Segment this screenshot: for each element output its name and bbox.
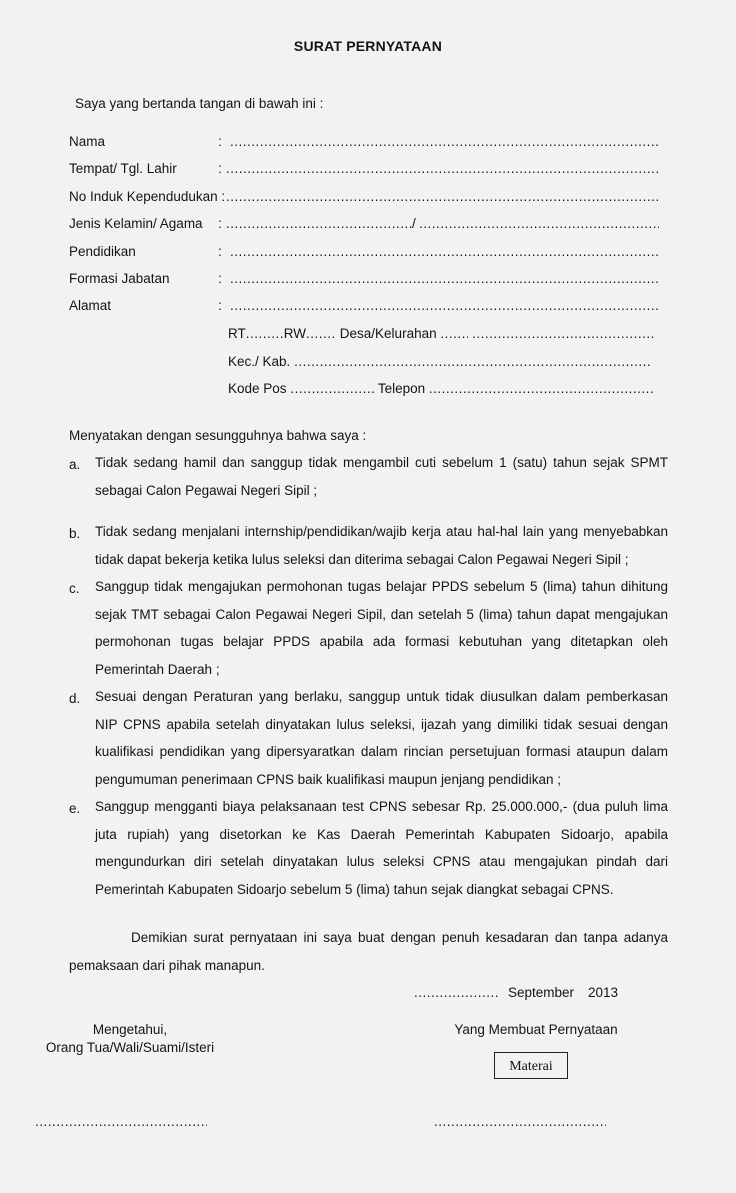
blank-ttl[interactable] bbox=[226, 161, 660, 177]
intro-text: Saya yang bertanda tangan di bawah ini : bbox=[75, 96, 324, 111]
address-kodepos-row bbox=[228, 381, 653, 397]
blank-telepon[interactable] bbox=[429, 381, 653, 397]
colon: : bbox=[218, 298, 222, 313]
item-text: Sesuai dengan Peraturan yang berlaku, sanggup untuk tidak diusulkan dalam pemberkasan NIP CPNS apabila setelah dinyatakan lulus seleksi, ijazah yang dimiliki tidak sesuai dengan kualifikasi pendidikan yang dipersyaratkan dalam rincian persetujuan formasi ataupun dalam pengumuman penerimaan CPNS baik kualifikasi maupun jenjang pendidikan ; bbox=[95, 689, 668, 787]
item-letter: c. bbox=[69, 581, 80, 596]
slash: / bbox=[412, 216, 416, 231]
blank-agama[interactable] bbox=[419, 216, 659, 232]
address-rt-row bbox=[228, 326, 656, 342]
signature-line-right[interactable] bbox=[434, 1114, 606, 1130]
address-kec-row bbox=[228, 354, 650, 370]
declaration-intro: Menyatakan dengan sesungguhnya bahwa saya : bbox=[69, 428, 367, 443]
closing-paragraph: Demikian surat pernyataan ini saya buat dengan penuh kesadaran dan tanpa adanya pemaksaan dari pihak manapun. bbox=[69, 930, 668, 973]
label-kodepos: Kode Pos bbox=[228, 381, 287, 396]
colon: : bbox=[218, 161, 222, 176]
colon: : bbox=[218, 244, 222, 259]
blank-desa[interactable] bbox=[472, 326, 656, 342]
item-letter: d. bbox=[69, 691, 81, 706]
label-rt: RT bbox=[228, 326, 246, 341]
label-kec: Kec./ Kab. bbox=[228, 354, 291, 369]
item-text: Tidak sedang menjalani internship/pendidikan/wajib kerja atau hal-hal lain yang menyebabkan tidak dapat bekerja ketika lulus seleksi dan diterima sebagai Calon Pegawai Negeri Sipil ; bbox=[95, 524, 668, 567]
colon: : bbox=[218, 134, 222, 149]
blank-kec[interactable] bbox=[294, 354, 650, 370]
item-text: Tidak sedang hamil dan sanggup tidak mengambil cuti sebelum 1 (satu) tahun sejak SPMT sebagai Calon Pegawai Negeri Sipil ; bbox=[95, 455, 668, 498]
colon: : bbox=[218, 216, 222, 231]
item-letter: e. bbox=[69, 801, 81, 816]
materai-stamp-box: Materai bbox=[494, 1052, 568, 1079]
label-telepon: Telepon bbox=[377, 381, 426, 396]
blank-pendidikan[interactable] bbox=[230, 244, 658, 260]
item-text: Sanggup mengganti biaya pelaksanaan test CPNS sebesar Rp. 25.000.000,- (dua puluh lima juta rupiah) yang disetorkan ke Kas Daerah Pemerintah Kabupaten Sidoarjo, apabila mengundurkan diri setelah dinyatakan lulus seleksi CPNS atau mengajukan pindah dari Pemerintah Kabupaten Sidoarjo sebelum 5 (lima) tahun sejak diangkat sebagai CPNS. bbox=[95, 799, 668, 897]
label-rw: RW bbox=[283, 326, 307, 341]
sign-left-line2: Orang Tua/Wali/Suami/Isteri bbox=[45, 1040, 215, 1055]
blank-kodepos[interactable] bbox=[290, 381, 374, 397]
sign-left-line1: Mengetahui, bbox=[92, 1022, 168, 1037]
label-pendidikan: Pendidikan bbox=[69, 244, 136, 259]
document-title: SURAT PERNYATAAN bbox=[293, 38, 443, 54]
blank-formasi[interactable] bbox=[230, 271, 658, 287]
date-month: September bbox=[508, 985, 575, 1000]
label-ttl: Tempat/ Tgl. Lahir bbox=[69, 161, 177, 176]
label-nama: Nama bbox=[69, 134, 106, 149]
label-nik: No Induk Kependudukan : bbox=[69, 189, 226, 204]
label-jk: Jenis Kelamin/ Agama bbox=[69, 216, 203, 231]
signature-line-left[interactable] bbox=[35, 1114, 207, 1130]
blank-jenis-kelamin[interactable] bbox=[226, 216, 412, 232]
item-text: Sanggup tidak mengajukan permohonan tugas belajar PPDS sebelum 5 (lima) tahun dihitung sejak TMT sebagai Calon Pegawai Negeri Sipil, dan setelah 5 (lima) tahun dapat mengajukan permohonan tugas belajar PPDS apabila ada formasi kebutuhan yang ditetapkan oleh Pemerintah Daerah ; bbox=[95, 579, 668, 677]
colon: : bbox=[218, 271, 222, 286]
blank-nik[interactable] bbox=[226, 189, 658, 205]
date-year: 2013 bbox=[588, 985, 619, 1000]
blank-alamat[interactable] bbox=[230, 298, 658, 314]
item-letter: b. bbox=[69, 526, 81, 541]
blank-rw[interactable] bbox=[306, 326, 336, 342]
blank-desa-short[interactable] bbox=[440, 326, 468, 342]
sign-right-line1: Yang Membuat Pernyataan bbox=[454, 1022, 618, 1037]
label-formasi: Formasi Jabatan bbox=[69, 271, 170, 286]
blank-date-day[interactable] bbox=[414, 985, 498, 1001]
blank-nama[interactable] bbox=[230, 134, 660, 150]
label-desa: Desa/Kelurahan bbox=[339, 326, 437, 341]
blank-rt[interactable] bbox=[246, 326, 284, 342]
label-alamat: Alamat bbox=[69, 298, 112, 313]
item-letter: a. bbox=[69, 457, 81, 472]
